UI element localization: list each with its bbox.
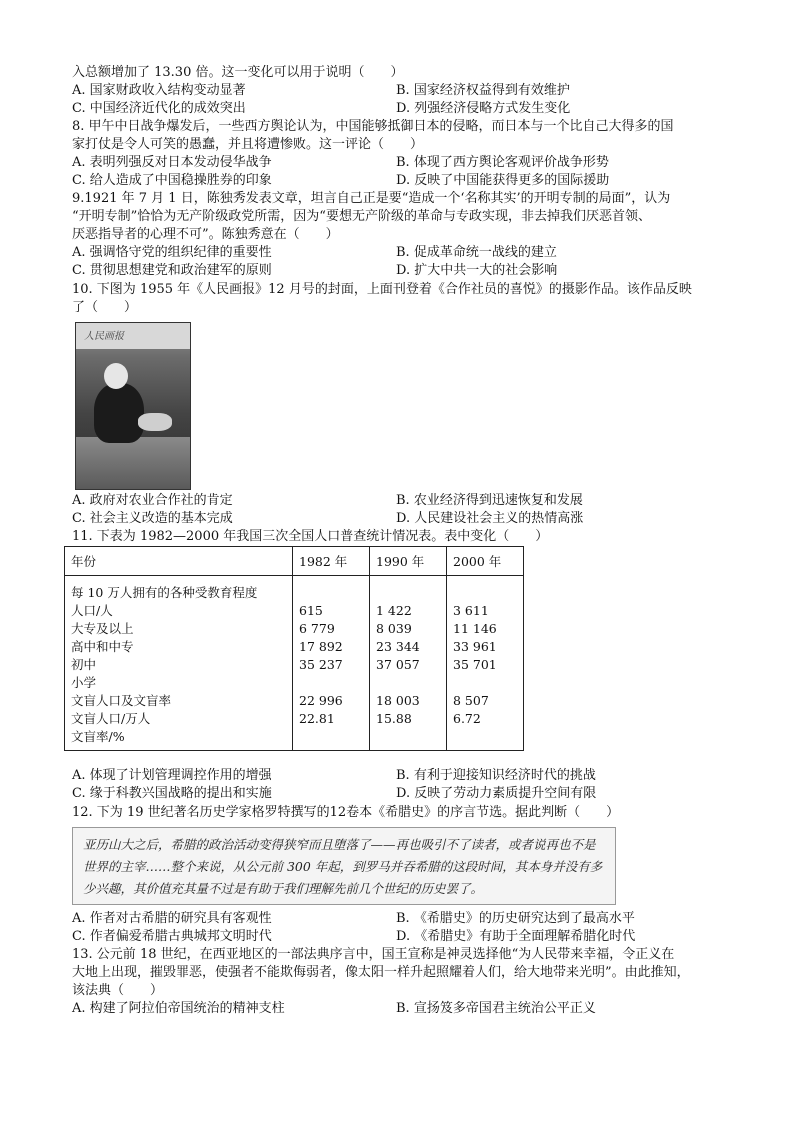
q10-option-a[interactable]: A. 政府对农业合作社的肯定 [72,493,233,508]
census-col-2000: 3 611 11 146 33 961 35 701 8 507 6.72 [453,603,497,726]
q7-option-b[interactable]: B. 国家经济权益得到有效维护 [396,83,570,98]
photo-ground [76,437,190,489]
q10-option-d[interactable]: D. 人民建设社会主义的热情高涨 [396,511,584,526]
census-header-row [65,547,524,576]
q10-option-c[interactable]: C. 社会主义改造的基本完成 [72,511,233,526]
census-col-1982: 615 6 779 17 892 35 237 22 996 22.81 [299,603,343,726]
q8-stem-line2: 家打仗是令人可笑的愚蠢，并且将遭惨败。这一评论（ ） [72,137,424,152]
q13-stem-line2: 大地上出现，摧毁罪恶，使强者不能欺侮弱者，像太阳一样升起照耀着人们，给大地带来光明”。由此推知， [72,965,690,980]
census-header-1990: 1990 年 [370,547,447,576]
census-header-year: 年份 [65,547,293,576]
census-header-1982: 1982 年 [293,547,370,576]
q8-option-d[interactable]: D. 反映了中国能获得更多的国际援助 [396,173,610,188]
census-header-2000: 2000 年 [447,547,524,576]
q11-option-c[interactable]: C. 缘于科教兴国战略的提出和实施 [72,786,272,801]
photo-hands [138,413,172,431]
history-preface-excerpt: 亚历山大之后，希腊的政治活动变得狭窄而且堕落了——再也吸引不了读者，或者说再也不是世界的主宰……整个来说，从公元前 300 年起，到罗马并吞希腊的这段时间，其本身并没有多少兴趣，其价值充其量不过是有助于我们理解先前几个世纪的历史罢了。 [72,827,616,905]
q8-stem-line1: 8. 甲午中日战争爆发后，一些西方舆论认为，中国能够抵御日本的侵略，而日本与一个比自己大得多的国 [72,119,674,134]
q11-stem: 11. 下表为 1982—2000 年我国三次全国人口普查统计情况表。表中变化（ ） [72,529,549,544]
q13-stem-line1: 13. 公元前 18 世纪，在西亚地区的一部法典序言中，国王宣称是神灵选择他“为人民带来幸福，令正义在 [72,947,675,962]
census-col-1990: 1 422 8 039 23 344 37 057 18 003 15.88 [376,603,420,726]
q9-stem-line2: “开明专制”恰恰为无产阶级政党所需，因为“要想无产阶级的革命与专政实现，非去掉我们厌恶首领、 [72,209,651,224]
q8-option-a[interactable]: A. 表明列强反对日本发动侵华战争 [72,155,272,170]
magazine-cover-photo [75,322,191,490]
q9-stem-line3: 厌恶指导者的心理不可”。陈独秀意在（ ） [72,227,339,242]
q7-stem-tail: 入总额增加了 13.30 倍。这一变化可以用于说明（ ） [72,65,404,80]
q12-option-a[interactable]: A. 作者对古希腊的研究具有客观性 [72,911,272,926]
photo-head [104,363,128,389]
q12-option-c[interactable]: C. 作者偏爱希腊古典城邦文明时代 [72,929,272,944]
q13-option-a[interactable]: A. 构建了阿拉伯帝国统治的精神支柱 [72,1001,285,1016]
q12-stem: 12. 下为 19 世纪著名历史学家格罗特撰写的12卷本《希腊史》的序言节选。据此判断（ ） [72,805,620,820]
q11-option-a[interactable]: A. 体现了计划管理调控作用的增强 [72,768,272,783]
q8-option-c[interactable]: C. 给人造成了中国稳操胜券的印象 [72,173,272,188]
q12-option-b[interactable]: B. 《希腊史》的历史研究达到了最高水平 [396,911,635,926]
q11-option-b[interactable]: B. 有利于迎接知识经济时代的挑战 [396,768,596,783]
q10-option-b[interactable]: B. 农业经济得到迅速恢复和发展 [396,493,583,508]
q9-option-d[interactable]: D. 扩大中共一大的社会影响 [396,263,558,278]
q13-option-b[interactable]: B. 宣扬笈多帝国君主统治公平正义 [396,1001,596,1016]
q10-stem-line2: 了（ ） [72,300,138,315]
q7-option-d[interactable]: D. 列强经济侵略方式发生变化 [396,101,571,116]
census-row-labels: 每 10 万人拥有的各种受教育程度 人口/人 大专及以上 高中和中专 初中 小学 文盲人口及文盲率 文盲人口/万人 文盲率/% [71,585,258,744]
q13-stem-line3: 该法典（ ） [72,983,164,998]
q7-option-a[interactable]: A. 国家财政收入结构变动显著 [72,83,246,98]
q10-stem-line1: 10. 下图为 1955 年《人民画报》12 月号的封面，上面刊登着《合作社员的喜悦》的摄影作品。该作品反映 [72,282,692,297]
q9-option-c[interactable]: C. 贯彻思想建党和政治建军的原则 [72,263,272,278]
q9-option-b[interactable]: B. 促成革命统一战线的建立 [396,245,557,260]
q12-option-d[interactable]: D. 《希腊史》有助于全面理解希腊化时代 [396,929,636,944]
census-body-row [65,576,524,751]
q8-option-b[interactable]: B. 体现了西方舆论客观评价战争形势 [396,155,609,170]
magazine-masthead: 人民画报 [84,331,124,342]
census-table [64,546,524,751]
q9-stem-line1: 9.1921 年 7 月 1 日，陈独秀发表文章，坦言自己正是要“造成一个‘名称其实’的开明专制的局面”，认为 [72,191,671,206]
photo-figure [94,383,144,443]
q11-option-d[interactable]: D. 反映了劳动力素质提升空间有限 [396,786,597,801]
q9-option-a[interactable]: A. 强调恪守党的组织纪律的重要性 [72,245,272,260]
q7-option-c[interactable]: C. 中国经济近代化的成效突出 [72,101,246,116]
